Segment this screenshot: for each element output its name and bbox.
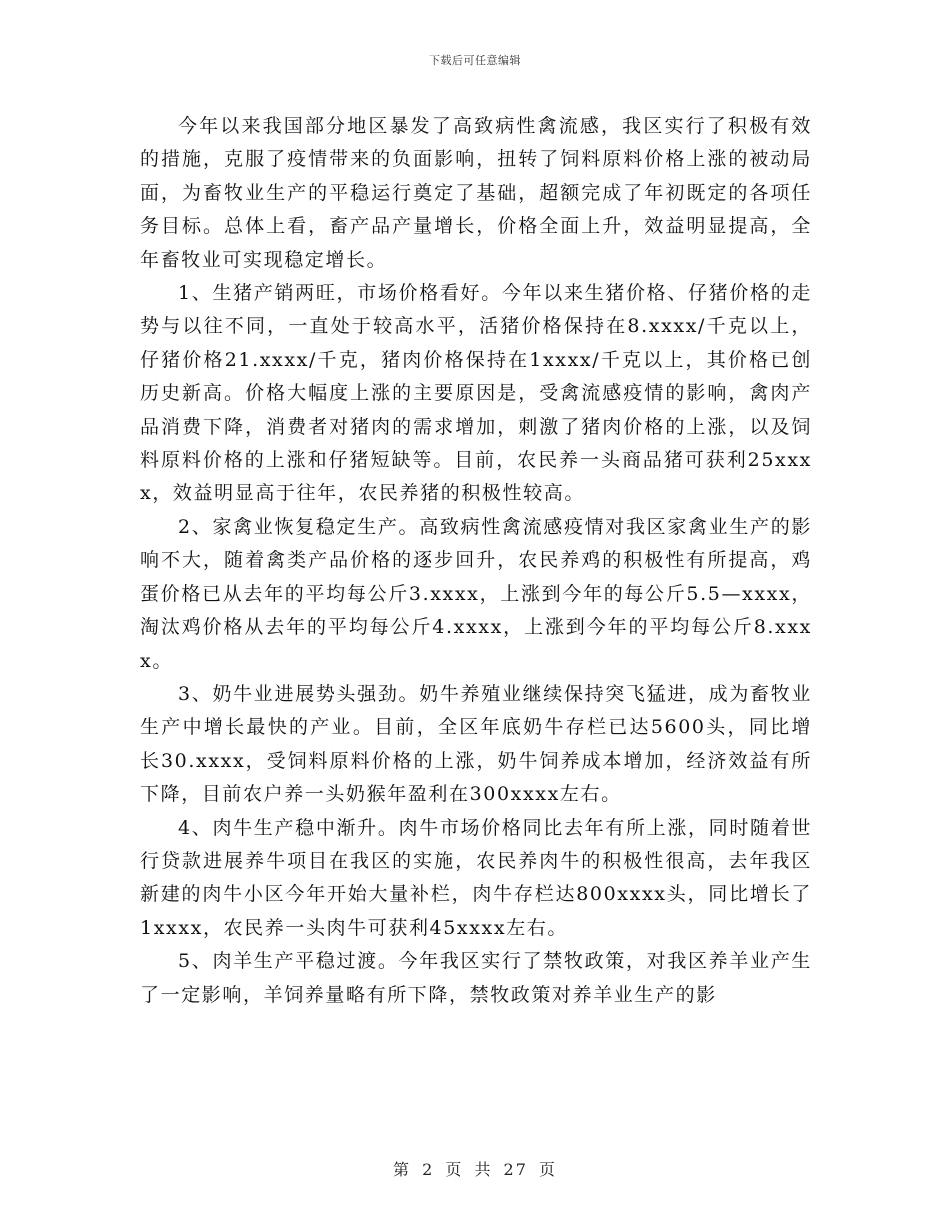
page-number-footer: 第 2 页 共 27 页	[393, 1160, 557, 1179]
paragraph-beef-cattle: 4、肉牛生产稳中渐升。肉牛市场价格同比去年有所上涨，同时随着世行贷款进展养牛项目在我区的实施，农民养肉牛的积极性很高，去年我区新建的肉牛小区今年开始大量补栏，肉牛存栏达800xxxx头，同比增长了1xxxx，农民养一头肉牛可获利45xxxx左右。	[140, 816, 812, 939]
paragraph-pig-production: 1、生猪产销两旺，市场价格看好。今年以来生猪价格、仔猪价格的走势与以往不同，一直处于较高水平，活猪价格保持在8.xxxx/千克以上，仔猪价格21.xxxx/千克，猪肉价格保持在1xxxx/千克以上，其价格已创历史新高。价格大幅度上涨的主要原因是，受禽流感疫情的影响，禽肉产品消费下降，消费者对猪肉的需求增加，刺激了猪肉价格的上涨，以及饲料原料价格的上涨和仔猪短缺等。目前，农民养一头商品猪可获利25xxxx，效益明显高于往年，农民养猪的积极性较高。	[140, 282, 812, 505]
page-header: 下载后可任意编辑	[429, 54, 521, 67]
paragraph-dairy-cattle: 3、奶牛业进展势头强劲。奶牛养殖业继续保持突飞猛进，成为畜牧业生产中增长最快的产业。目前，全区年底奶牛存栏已达5600头，同比增长30.xxxx，受饲料原料价格的上涨，奶牛饲养成本增加，经济效益有所下降，目前农户养一头奶猴年盈利在300xxxx左右。	[140, 682, 812, 806]
document-body	[140, 110, 812, 1012]
paragraph-poultry: 2、家禽业恢复稳定生产。高致病性禽流感疫情对我区家禽业生产的影响不大，随着禽类产品价格的逐步回升，农民养鸡的积极性有所提高，鸡蛋价格已从去年的平均每公斤3.xxxx，上涨到今年的每公斤5.5—xxxx，淘汰鸡价格从去年的平均每公斤4.xxxx，上涨到今年的平均每公斤8.xxxx。	[140, 515, 812, 672]
paragraph-intro: 今年以来我国部分地区暴发了高致病性禽流感，我区实行了积极有效的措施，克服了疫情带来的负面影响，扭转了饲料原料价格上涨的被动局面，为畜牧业生产的平稳运行奠定了基础，超额完成了年初既定的各项任务目标。总体上看，畜产品产量增长，价格全面上升，效益明显提高，全年畜牧业可实现稳定增长。	[140, 115, 812, 271]
paragraph-mutton-sheep: 5、肉羊生产平稳过渡。今年我区实行了禁牧政策，对我区养羊业产生了一定影响，羊饲养量略有所下降，禁牧政策对养羊业生产的影	[140, 950, 812, 1006]
